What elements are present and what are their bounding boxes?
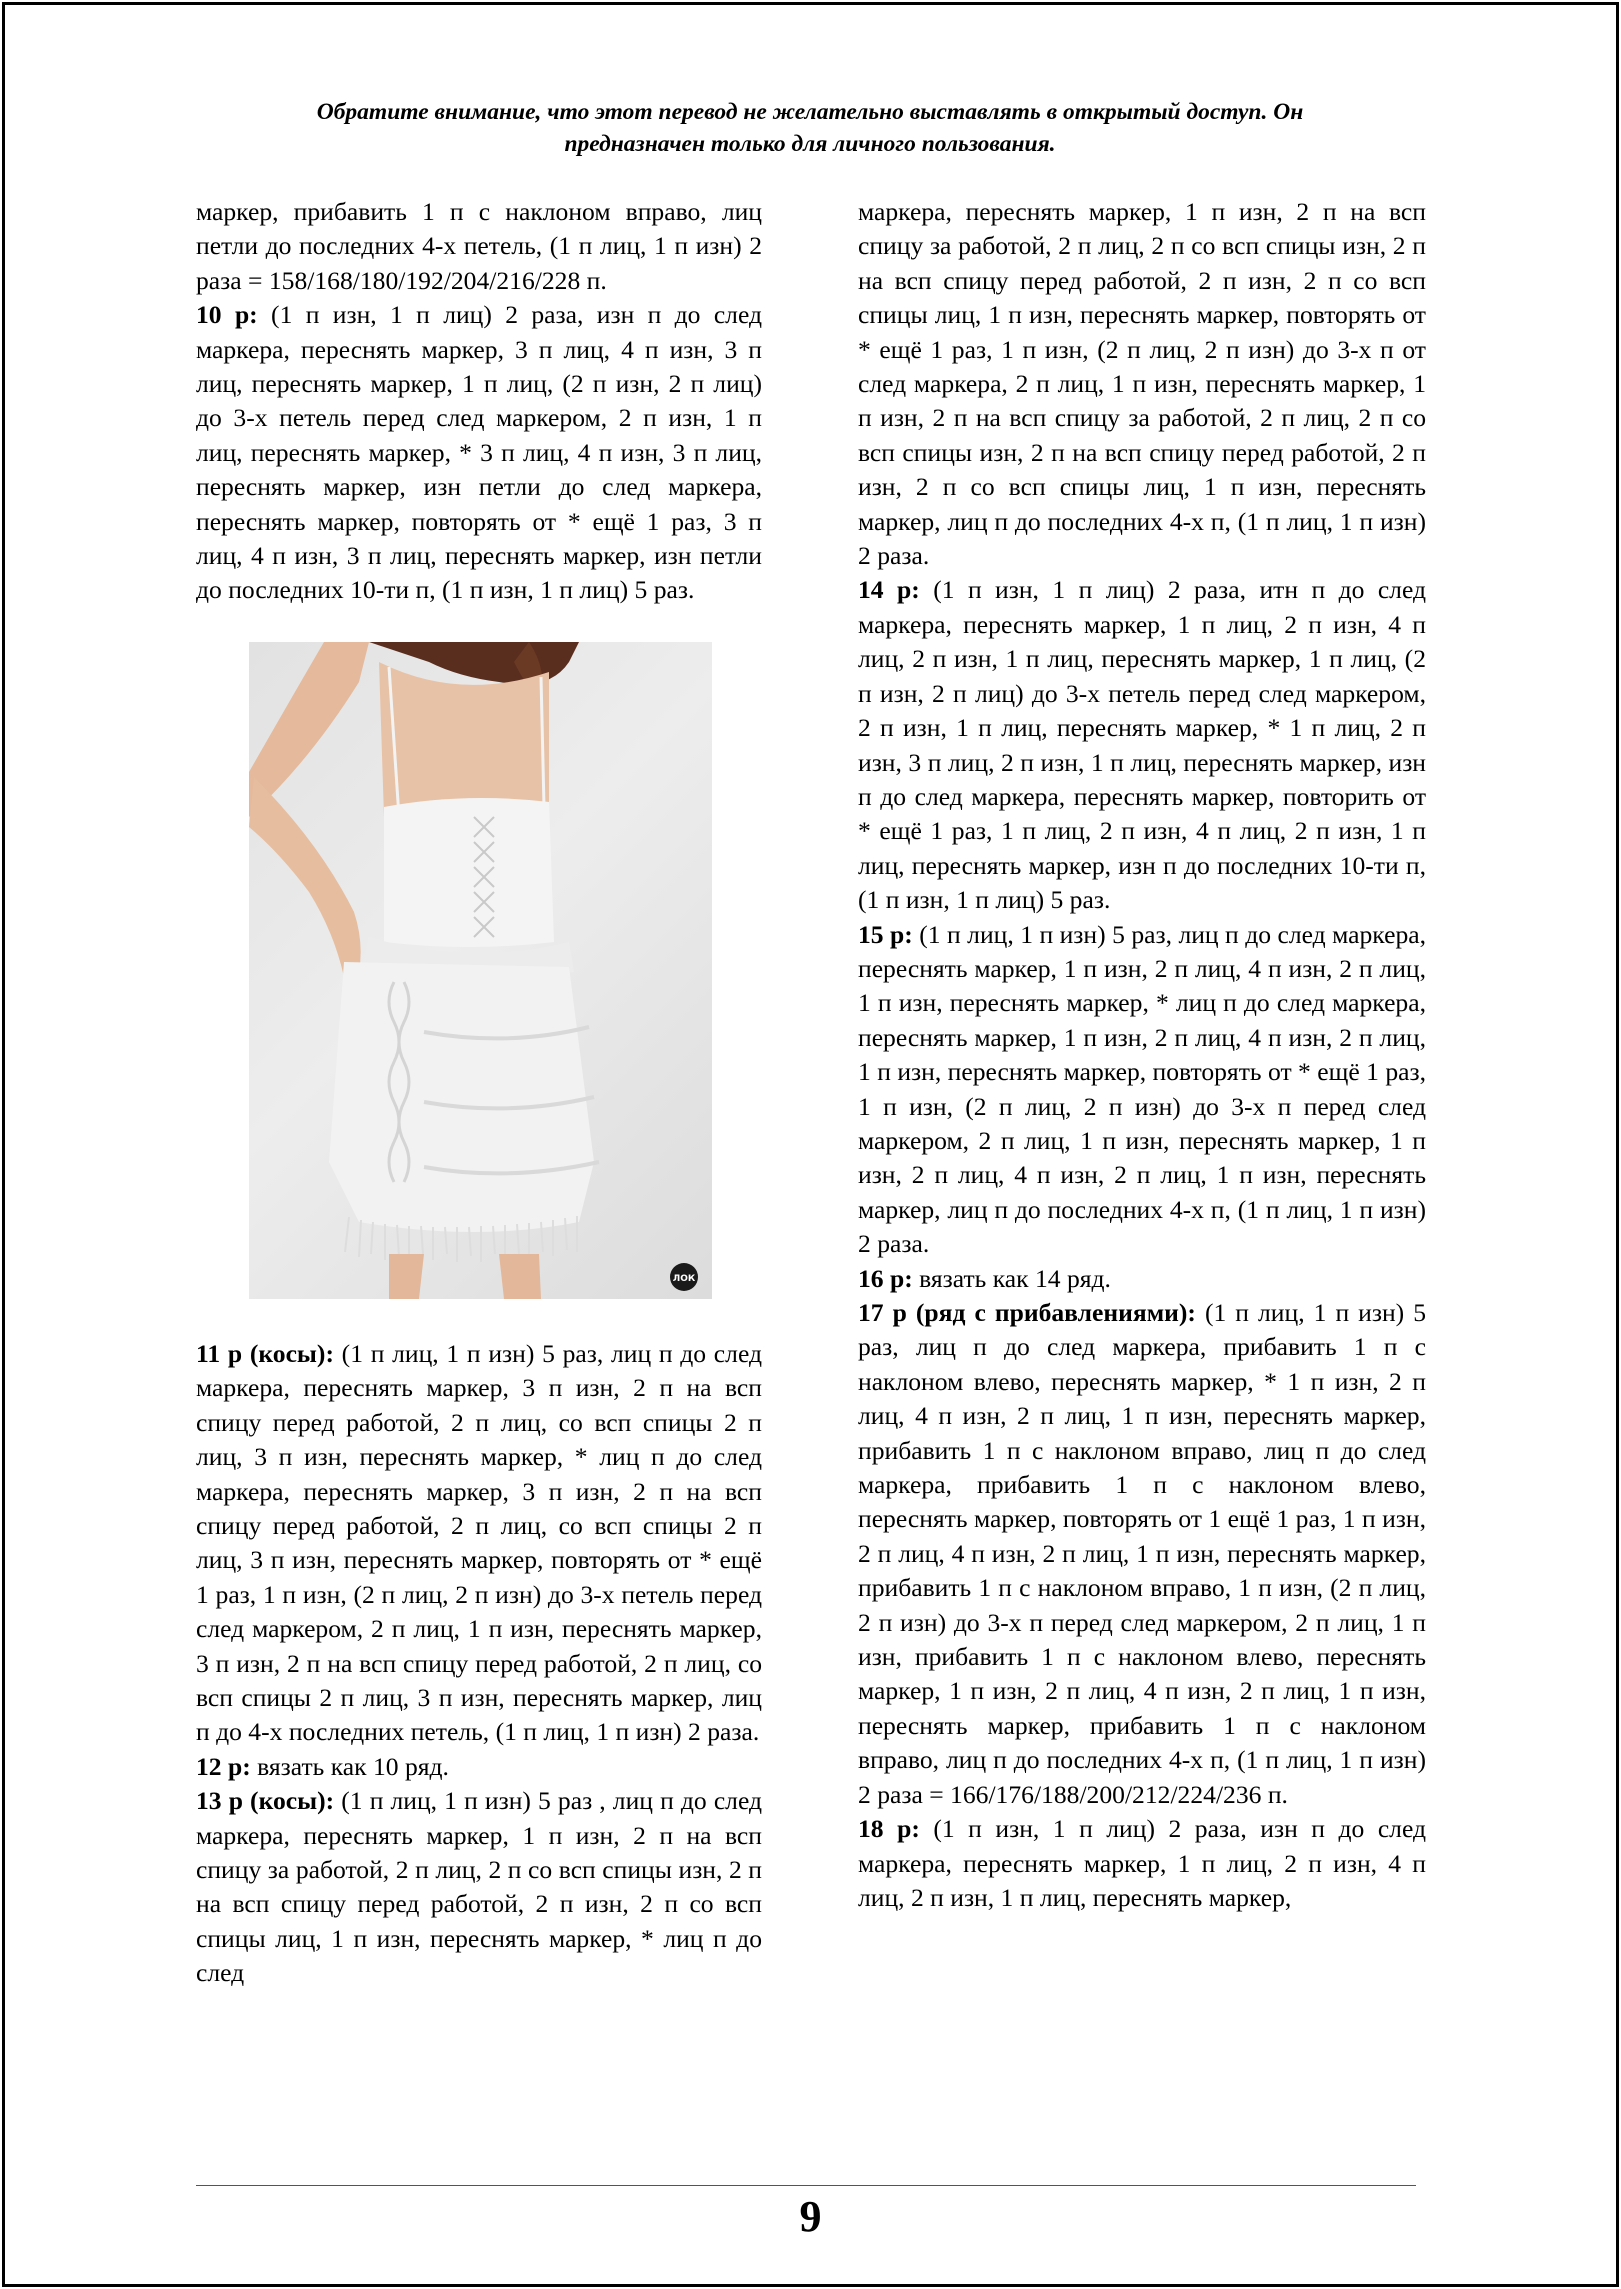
right-column bbox=[858, 195, 1426, 1915]
row-15-heading: 15 р: bbox=[858, 919, 913, 949]
notice-line-1: Обратите внимание, что этот перевод не желательно выставлять в открытый доступ. Он bbox=[316, 99, 1304, 125]
row-15-text: (1 п лиц, 1 п изн) 5 раз, лиц п до след маркера, переснять маркер, 1 п изн, 2 п лиц, 4 п изн, 2 п лиц, 1 п изн, переснять маркер, * лиц п до след маркера, переснять маркер, 1 п изн, 2 п лиц, 4 п изн, 2 п лиц, 1 п изн, переснять маркер, повторять от * ещё 1 раз, 1 п изн, (2 п лиц, 2 п изн) до 3-х п перед след маркером, 2 п лиц, 1 п изн, переснять маркер, 1 п изн, 2 п лиц, 4 п изн, 2 п лиц, 1 п изн, переснять маркер, лиц п до последних 4-х п, (1 п лиц, 1 п изн) 2 раза. bbox=[858, 919, 1426, 1259]
row-14-paragraph bbox=[858, 573, 1426, 917]
row-17-text: (1 п лиц, 1 п изн) 5 раз, лиц п до след маркера, прибавить 1 п с наклоном влево, переснять маркер, * 1 п изн, 2 п лиц, 4 п изн, 2 п лиц, 1 п изн, переснять маркер, прибавить 1 п с наклоном вправо, лиц п до след маркера, прибавить 1 п с наклоном влево, переснять маркер, повторять от 1 ещё 1 раз, 1 п изн, 2 п лиц, 4 п изн, 2 п лиц, 1 п изн, переснять маркер, прибавить 1 п с наклоном вправо, 1 п изн, (2 п лиц, 2 п изн) до 3-х п перед след маркером, 2 п лиц, 1 п изн, прибавить 1 п с наклоном влево, переснять маркер, 1 п изн, 2 п лиц, 4 п изн, 2 п лиц, 1 п изн, переснять маркер, прибавить 1 п с наклоном вправо, лиц п до последних 4-х п, (1 п лиц, 1 п изн) 2 раза = 166/176/188/200/212/224/236 п. bbox=[858, 1298, 1427, 1809]
row-18-text: (1 п изн, 1 п лиц) 2 раза, изн п до след маркера, переснять маркер, 1 п лиц, 2 п изн, 4 п лиц, 2 п изн, 1 п лиц, переснять маркер, bbox=[858, 1814, 1426, 1912]
row-16-heading: 16 р: bbox=[858, 1263, 913, 1293]
row-12-heading: 12 р: bbox=[196, 1751, 251, 1781]
footer-rule bbox=[196, 2185, 1416, 2186]
copyright-notice bbox=[200, 96, 1420, 160]
dress-photo bbox=[249, 642, 712, 1299]
row-18-paragraph bbox=[858, 1812, 1426, 1915]
row-13-paragraph bbox=[196, 1784, 762, 1990]
row-11-paragraph bbox=[196, 1337, 762, 1750]
photo-logo: ЛОК bbox=[672, 1273, 696, 1284]
left-column bbox=[196, 195, 762, 1991]
row-11-heading: 11 р (косы): bbox=[196, 1338, 334, 1368]
row-10-heading: 10 р: bbox=[196, 300, 258, 330]
row-17-heading: 17 р (ряд с прибавлениями): bbox=[858, 1298, 1196, 1327]
row-16-paragraph bbox=[858, 1262, 1426, 1296]
row-12-paragraph bbox=[196, 1750, 762, 1784]
row-13-text: (1 п лиц, 1 п изн) 5 раз , лиц п до след маркера, переснять маркер, 1 п изн, 2 п на всп спицу за работой, 2 п лиц, 2 п со всп спицы изн, 2 п на всп спицу перед работой, 2 п изн, 2 п со всп спицы лиц, 1 п изн, переснять маркер, * лиц п до след bbox=[196, 1786, 762, 1988]
row-12-text: вязать как 10 ряд. bbox=[250, 1751, 449, 1781]
row-14-text: (1 п изн, 1 п лиц) 2 раза, итн п до след маркера, переснять маркер, 1 п лиц, 2 п изн, 4 п лиц, 2 п изн, 1 п лиц, переснять маркер, 1 п лиц, (2 п изн, 2 п лиц) до 3-х петель перед след маркером, 2 п изн, 1 п лиц, переснять маркер, * 1 п лиц, 2 п изн, 3 п лиц, 2 п изн, 1 п лиц, переснять маркер, изн п до след маркера, переснять маркер, повторить от * ещё 1 раз, 1 п лиц, 2 п изн, 4 п лиц, 2 п изн, 1 п лиц, переснять маркер, изн п до последних 10-ти п, (1 п изн, 1 п лиц) 5 раз. bbox=[858, 575, 1426, 915]
row-17-paragraph bbox=[858, 1296, 1426, 1812]
row-15-paragraph bbox=[858, 918, 1426, 1262]
page-number: 9 bbox=[799, 2192, 822, 2241]
dress-photo-illustration bbox=[249, 642, 712, 1299]
right-intro-paragraph: маркера, переснять маркер, 1 п изн, 2 п на всп спицу за работой, 2 п лиц, 2 п со всп спицы изн, 2 п на всп спицу перед работой, 2 п изн, 2 п со всп спицы лиц, 1 п изн, переснять маркер, повторять от * ещё 1 раз, 1 п изн, (2 п лиц, 2 п изн) до 3-х п от след маркера, 2 п лиц, 1 п изн, переснять маркер, 1 п изн, 2 п на всп спицу за работой, 2 п лиц, 2 п со всп спицы изн, 2 п на всп спицу перед работой, 2 п изн, 2 п со всп спицы лиц, 1 п изн, переснять маркер, лиц п до последних 4-х п, (1 п лиц, 1 п изн) 2 раза. bbox=[858, 197, 1426, 571]
row-13-heading: 13 р (косы): bbox=[196, 1786, 335, 1816]
row-10-paragraph bbox=[196, 298, 762, 608]
notice-line-2: предназначен только для личного пользования. bbox=[564, 131, 1056, 157]
row-16-text: вязать как 14 ряд. bbox=[912, 1263, 1111, 1293]
row-14-heading: 14 р: bbox=[858, 575, 920, 605]
left-intro-paragraph: маркер, прибавить 1 п с наклоном вправо, лиц петли до последних 4-х петель, (1 п лиц, 1 п изн) 2 раза = 158/168/180/192/204/216/228 п. bbox=[196, 197, 762, 295]
row-18-heading: 18 р: bbox=[858, 1814, 920, 1844]
row-11-text: (1 п лиц, 1 п изн) 5 раз, лиц п до след маркера, переснять маркер, 3 п изн, 2 п на всп спицу перед работой, 2 п лиц, со всп спицы 2 п лиц, 3 п изн, переснять маркер, * лиц п до след маркера, переснять маркер, 3 п изн, 2 п на всп спицу перед работой, 2 п лиц, со всп спицы 2 п лиц, 3 п изн, переснять маркер, повторять от * ещё 1 раз, 1 п изн, (2 п лиц, 2 п изн) до 3-х петель перед след маркером, 2 п лиц, 1 п изн, переснять маркер, 3 п изн, 2 п на всп спицу перед работой, 2 п лиц, со всп спицы 2 п лиц, 3 п изн, переснять маркер, лиц п до 4-х последних петель, (1 п лиц, 1 п изн) 2 раза. bbox=[196, 1338, 762, 1747]
row-10-text: (1 п изн, 1 п лиц) 2 раза, изн п до след маркера, переснять маркер, 3 п лиц, 4 п изн, 3 п лиц, переснять маркер, 1 п лиц, (2 п изн, 2 п лиц) до 3-х петель перед след маркером, 2 п изн, 1 п лиц, переснять маркер, * 3 п лиц, 4 п изн, 3 п лиц, переснять маркер, изн петли до след маркера, переснять маркер, повторять от * ещё 1 раз, 3 п лиц, 4 п изн, 3 п лиц, переснять маркер, изн петли до последних 10-ти п, (1 п изн, 1 п лиц) 5 раз. bbox=[196, 300, 762, 605]
